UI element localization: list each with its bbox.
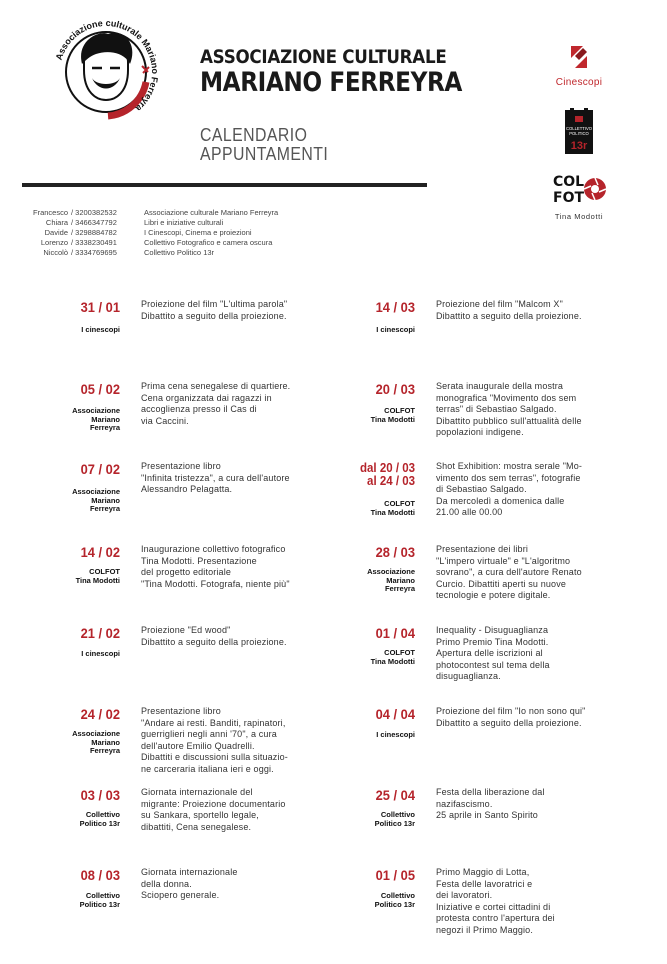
event-date: 07 / 02 xyxy=(80,461,120,477)
contact-row xyxy=(22,248,278,258)
event-description: Giornata internazionale del migrante: Proiezione documentario su Sankara, sportello legale, dibattiti, Cena senegalese. xyxy=(141,787,286,832)
contact-desc: Collettivo Politico 13r xyxy=(144,248,215,257)
collettivo-13r-logo xyxy=(545,108,613,159)
contact-phone: / 3334769695 xyxy=(71,248,117,257)
event-description: Primo Maggio di Lotta, Festa delle lavoratrici e dei lavoratori. Iniziative e cortei cittadini di protesta contro l'apertura dei negozi il Primo Maggio. xyxy=(436,867,555,935)
contact-phone: / 3200382532 xyxy=(71,208,117,217)
contact-desc: Associazione culturale Mariano Ferreyra xyxy=(144,208,279,217)
colfot-line1: COL xyxy=(553,174,585,190)
event-description: Serata inaugurale della mostra monografica "Movimento dos sem terras" di Sebastiao Salgado. Dibattito pubblico sull'attualità delle popolazioni indigene. xyxy=(436,381,582,437)
contact-name: Niccolò xyxy=(43,248,68,257)
event-organizer: I cinescopi xyxy=(81,325,120,334)
cinescopi-logo xyxy=(545,44,613,88)
event-date: 28 / 03 xyxy=(375,544,415,560)
event-organizer: Collettivo Politico 13r xyxy=(79,810,120,828)
colfot-line2: FOT xyxy=(553,190,585,206)
event-date: 08 / 03 xyxy=(80,867,120,883)
event-date: 21 / 02 xyxy=(80,625,120,641)
contact-row xyxy=(22,208,278,218)
event-description: Presentazione libro "Infinita tristezza", a cura dell'autore Alessandro Pelagatta. xyxy=(141,461,290,494)
contact-row xyxy=(22,238,278,248)
contact-row xyxy=(22,218,278,228)
event-description: Presentazione dei libri "L'impero virtuale" e "L'algoritmo sovrano", a cura dell'autore Renato Curcio. Dibattiti aperti su nuove tecnologie e potere digitale. xyxy=(436,544,582,600)
event-description: Proiezione del film "Io non sono qui" Dibattito a seguito della proiezione. xyxy=(436,706,586,728)
aperture-icon xyxy=(584,178,606,200)
event-description: Inequality - Disuguaglianza Primo Premio Tina Modotti. Apertura delle iscrizioni al photocontest sul tema della disuguaglianza. xyxy=(436,625,550,681)
event-date: 24 / 02 xyxy=(80,706,120,722)
event-organizer: COLFOT Tina Modotti xyxy=(370,406,415,424)
org-title xyxy=(200,48,505,96)
logo-ring-text: Associazione culturale Mariano Ferreyra xyxy=(53,17,161,114)
colfot-logo xyxy=(545,172,613,221)
event-organizer: Collettivo Politico 13r xyxy=(374,891,415,909)
contact-desc: Collettivo Fotografico e camera oscura xyxy=(144,238,273,247)
contact-name: Francesco xyxy=(32,208,68,217)
contact-name: Davide xyxy=(44,228,68,237)
contact-name: Chiara xyxy=(45,218,68,227)
event-date: 25 / 04 xyxy=(375,787,415,803)
event-organizer: Associazione Mariano Ferreyra xyxy=(72,406,120,432)
contacts-list xyxy=(22,208,278,258)
event-organizer: Associazione Mariano Ferreyra xyxy=(367,567,415,593)
association-logo xyxy=(46,12,166,132)
calendar-title-line2: APPUNTAMENTI xyxy=(200,143,329,164)
org-title-line2: MARIANO FERREYRA xyxy=(200,67,462,98)
event-organizer: I cinescopi xyxy=(376,325,415,334)
event-description: Presentazione libro "Andare ai resti. Banditi, rapinatori, guerriglieri negli anni '70", a cura dell'autore Emilio Quadrelli. Dibattiti e discussioni sulla situazio- ne carceraria italiana ieri e oggi. xyxy=(141,706,288,774)
event-organizer: COLFOT Tina Modotti xyxy=(75,567,120,585)
collettivo-line2: POLITICO xyxy=(569,131,589,136)
event-organizer: Associazione Mariano Ferreyra xyxy=(72,729,120,755)
event-date: 01 / 04 xyxy=(375,625,415,641)
event-description: Festa della liberazione dal nazifascismo. 25 aprile in Santo Spirito xyxy=(436,787,545,820)
event-description: Proiezione "Ed wood" Dibattito a seguito della proiezione. xyxy=(141,625,287,647)
cinescopi-label: Cinescopi xyxy=(555,77,603,88)
contact-phone: / 3338230491 xyxy=(71,238,117,247)
event-date: 03 / 03 xyxy=(80,787,120,803)
calendar-title xyxy=(200,126,328,164)
event-organizer: I cinescopi xyxy=(376,730,415,739)
contact-phone: / 3466347792 xyxy=(71,218,117,227)
cinescopi-icon xyxy=(561,44,597,70)
event-description: Proiezione del film "Malcom X" Dibattito a seguito della proiezione. xyxy=(436,299,582,321)
event-organizer: Collettivo Politico 13r xyxy=(79,891,120,909)
event-description: Inaugurazione collettivo fotografico Tina Modotti. Presentazione del progetto editoriale "Tina Modotti. Fotografa, niente più" xyxy=(141,544,290,589)
contact-desc: Libri e iniziative culturali xyxy=(144,218,224,227)
event-description: Shot Exhibition: mostra serale "Mo- vimento dos sem terras", fotografie di Sebastiao Salgado. Da mercoledì a domenica dalle 21.00 alle 00.00 xyxy=(436,461,583,517)
org-title-line1: ASSOCIAZIONE CULTURALE xyxy=(200,46,447,68)
event-date: 20 / 03 xyxy=(375,381,415,397)
header-divider xyxy=(22,183,427,187)
event-date: 01 / 05 xyxy=(375,867,415,883)
event-description: Giornata internazionale della donna. Sciopero generale. xyxy=(141,867,238,900)
event-organizer: COLFOT Tina Modotti xyxy=(370,648,415,666)
event-organizer: Associazione Mariano Ferreyra xyxy=(72,487,120,513)
event-date: 05 / 02 xyxy=(80,381,120,397)
event-date: 14 / 03 xyxy=(375,299,415,315)
event-date: 04 / 04 xyxy=(375,706,415,722)
contact-phone: / 3298884782 xyxy=(71,228,117,237)
event-description: Proiezione del film "L'ultima parola" Dibattito a seguito della proiezione. xyxy=(141,299,288,321)
collettivo-line1: COLLETTIVO xyxy=(565,126,593,131)
event-organizer: COLFOT Tina Modotti xyxy=(370,499,415,517)
contact-desc: I Cinescopi, Cinema e proiezioni xyxy=(144,228,252,237)
event-description: Prima cena senegalese di quartiere. Cena organizzata dai ragazzi in accoglienza presso il Cas di via Caccini. xyxy=(141,381,291,426)
colfot-sub: Tina Modotti xyxy=(554,212,604,221)
event-date: dal 20 / 03 al 24 / 03 xyxy=(360,461,415,488)
contact-row xyxy=(22,228,278,238)
collettivo-number: 13r xyxy=(570,140,588,152)
event-organizer: Collettivo Politico 13r xyxy=(374,810,415,828)
event-date: 31 / 01 xyxy=(80,299,120,315)
calendar-title-line1: CALENDARIO xyxy=(200,125,308,145)
event-organizer: I cinescopi xyxy=(81,649,120,658)
contact-name: Lorenzo xyxy=(40,238,68,247)
event-date: 14 / 02 xyxy=(80,544,120,560)
